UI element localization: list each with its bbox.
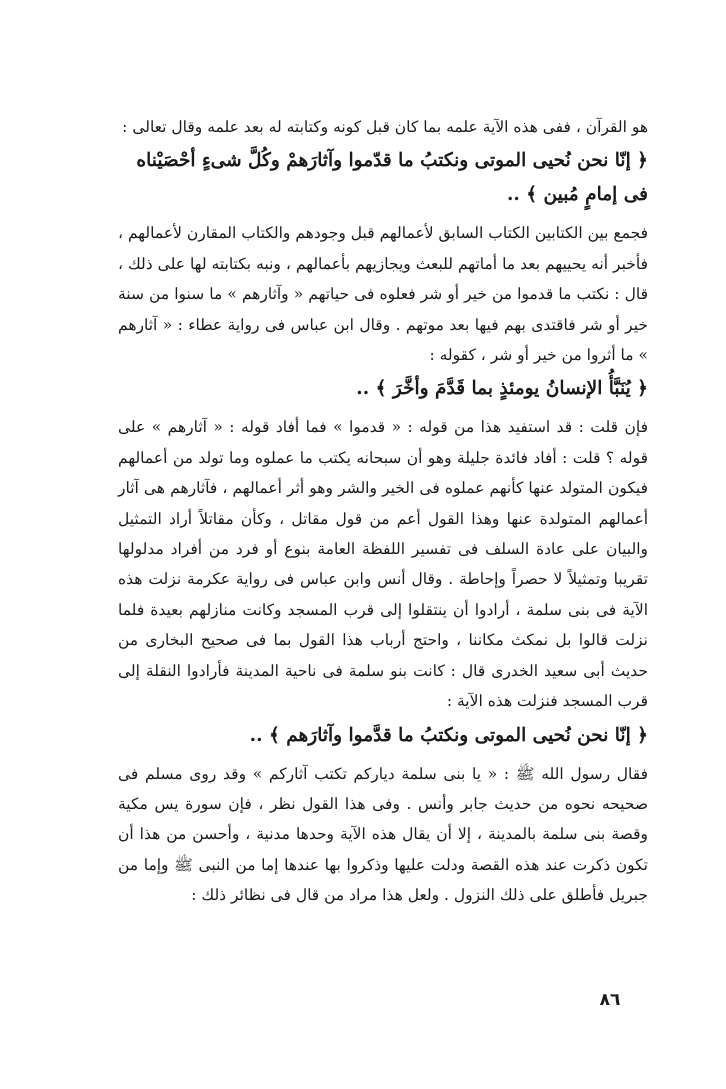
paragraph: فإن قلت : قد استفيد هذا من قوله : « قدموا » فما أفاد قوله : « آثارهم » على قوله ؟ قلت : أفاد فائدة جليلة وهو أن سبحانه يكتب ما عملوه وما تولد من أعمالهم فيكون المتولد عنها كأنهم عملوه فى الخير والشر وهو أثر أعمالهم ، فآثارهم هى آثار أعمالهم المتولدة عنها وهذا القول أعم من قول مقاتل ، وكأن مقاتلاً أراد التمثيل والبيان على عادة السلف فى تفسير اللفظة العامة بنوع أو فرد من أفراد مدلولها تقريبا وتمثيلاً لا حصراً وإحاطة . وقال أنس وابن عباس فى رواية عكرمة نزلت هذه الآية فى بنى سلمة ، أرادوا أن ينتقلوا إلى قرب المسجد وكانت منازلهم بعيدة فلما نزلت قالوا بل نمكث مكاننا ، واحتج أرباب هذا القول بما فى صحيح البخارى من حديث أبى سعيد الخدرى قال : كانت بنو سلمة فى ناحية المدينة فأرادوا النقلة إلى قرب المسجد فنزلت هذه الآية : (118, 418, 648, 711)
page-body (118, 112, 648, 911)
page-number: ٨٦ (599, 990, 621, 1010)
quran-verse: ﴿ يُنَبَّأُ الإنسانُ يومئذٍ بما قَدَّمَ وأخَّرَ ﴾ .. (356, 378, 648, 400)
paragraph: هو القرآن ، ففى هذه الآية علمه بما كان قبل كونه وكتابته له بعد علمه وقال تعالى : (122, 118, 648, 136)
quran-verse: ﴿ إنّا نحن نُحيى الموتى ونكتبُ ما قدّموا وآثارَهمْ وكُلَّ شىءٍ أحْصَيْناه فى إمامٍ مُبين ﴾ .. (136, 150, 648, 206)
paragraph: فجمع بين الكتابين الكتاب السابق لأعمالهم قبل وجودهم والكتاب المقارن لأعمالهم ، فأخبر أنه يحييهم بعد ما أماتهم للبعث ويجازيهم بأعمالهم ، ونبه بكتابته لها على ذلك ، قال : نكتب ما قدموا من خير أو شر فعلوه فى حياتهم « وآثارهم » ما سنوا من سنة خير أو شر فاقتدى بهم فيها بعد موتهم . وقال ابن عباس فى رواية عطاء : « آثارهم » ما أثروا من خير أو شر ، كقوله : (118, 224, 648, 365)
paragraph: فقال رسول الله ﷺ : « يا بنى سلمة دياركم تكتب آثاركم » وقد روى مسلم فى صحيحه نحوه من حديث جابر وأنس . وفى هذا القول نظر ، فإن سورة يس مكية وقصة بنى سلمة بالمدينة ، إلا أن يقال هذه الآية وحدها مدنية ، وأحسن من هذا أن تكون ذكرت عند هذه القصة ودلت عليها وذكروا بها عندها إما من النبى ﷺ وإما من جبريل فأطلق على ذلك النزول . ولعل هذا مراد من قال فى نظائر ذلك : (118, 764, 648, 905)
quran-verse: ﴿ إنّا نحن نُحيى الموتى ونكتبُ ما قدَّموا وآثارَهم ﴾ .. (249, 724, 648, 746)
